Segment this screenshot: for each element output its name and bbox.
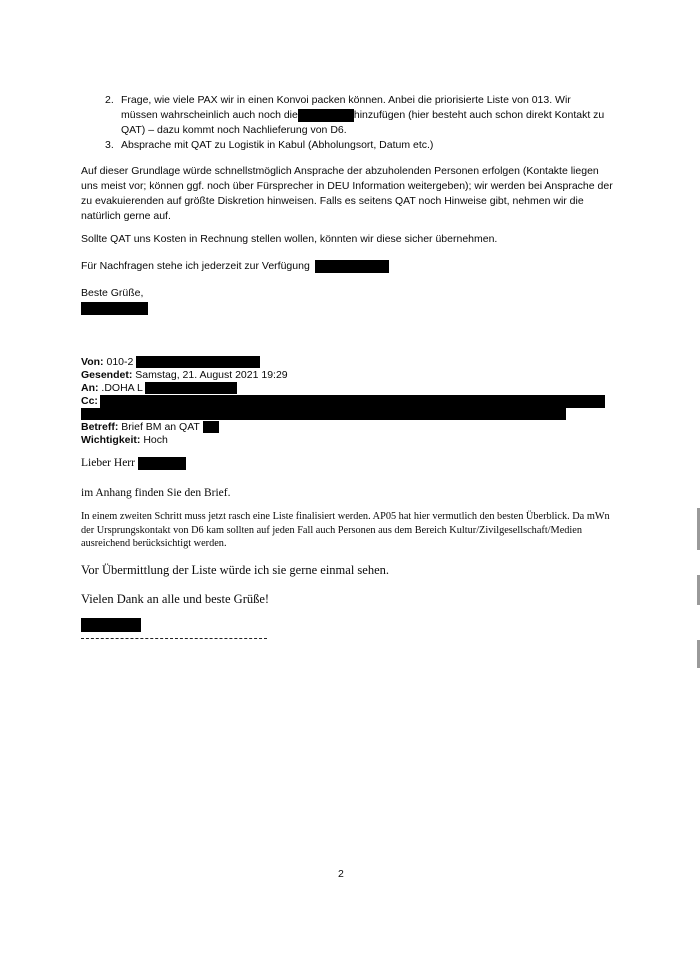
to-value: .DOHA L (101, 382, 143, 394)
header-importance (81, 434, 168, 446)
header-from (81, 356, 260, 368)
from-label: Von: (81, 356, 104, 368)
header-cc (81, 395, 98, 407)
numbered-list (105, 93, 610, 153)
list-item (105, 93, 610, 138)
subject-value: Brief BM an QAT (121, 421, 200, 433)
list-item (105, 138, 610, 153)
page-number: 2 (338, 868, 344, 880)
importance-value: Hoch (143, 434, 168, 446)
signature-divider (81, 638, 267, 639)
salutation-text: Lieber Herr (81, 457, 135, 469)
cc-label: Cc: (81, 395, 98, 407)
sent-value: Samstag, 21. August 2021 19:29 (135, 369, 288, 381)
cc-redaction (100, 395, 605, 408)
redaction-bar (136, 356, 260, 368)
body-paragraph: In einem zweiten Schritt muss jetzt rasch eine Liste finalisiert werden. AP05 hat hier vermutlich den besten Überblick. Da mWn der Ursprungskontakt von D6 kam sollten auf jeden Fall auch Personen aus dem Bereich Kultur/Zivilgesellschaft/Medien ausreichend berücksichtigt werden. (81, 511, 610, 549)
attachment-line: im Anhang finden Sie den Brief. (81, 487, 231, 499)
signature-redaction (81, 618, 141, 632)
subject-label: Betreff: (81, 421, 119, 433)
cc-redaction-line2 (81, 408, 566, 420)
from-value: 010-2 (106, 356, 134, 368)
redaction-bar (298, 109, 354, 122)
list-item-text: Frage, wie viele PAX wir in einen Konvoi packen können. Anbei die priorisierte Liste von 013. Wir müssen wahrscheinlich auch noch die (121, 94, 571, 121)
paragraph-questions (81, 259, 613, 274)
salutation (81, 456, 186, 471)
importance-label: Wichtigkeit: (81, 434, 141, 446)
redaction-bar (203, 421, 219, 433)
list-item-number: 3. (105, 139, 114, 151)
list-item-text-continued: hinzufügen (hier besteht auch schon direkt Kontakt zu QAT) – dazu kommt noch Nachlieferung von D6. (121, 109, 605, 136)
paragraph-costs: Sollte QAT uns Kosten in Rechnung stellen wollen, könnten wir diese sicher übernehmen. (81, 233, 498, 245)
list-item-number: 2. (105, 94, 114, 106)
questions-text: Für Nachfragen stehe ich jederzeit zur Verfügung (81, 260, 310, 272)
review-line: Vor Übermittlung der Liste würde ich sie gerne einmal sehen. (81, 563, 390, 577)
redaction-bar (145, 382, 237, 394)
header-to (81, 382, 237, 394)
header-subject (81, 421, 219, 433)
paragraph-basis: Auf dieser Grundlage würde schnellstmöglich Ansprache der abzuholenden Personen erfolgen (Kontakte liegen uns meist vor; können ggf. noch über Fürsprecher in DEU Information weitergeben); wir werden bei Ansprache der zu evakuierenden auf größte Diskretion hinweisen. Falls es seitens QAT noch Hinweise gibt, nehmen wir die natürlich gerne auf. (81, 165, 613, 222)
header-sent (81, 369, 288, 381)
sent-label: Gesendet: (81, 369, 133, 381)
redaction-bar (315, 260, 389, 273)
closing-greeting: Beste Grüße, (81, 287, 144, 299)
thanks-line: Vielen Dank an alle und beste Grüße! (81, 592, 270, 606)
list-item-text: Absprache mit QAT zu Logistik in Kabul (Abholungsort, Datum etc.) (121, 139, 434, 151)
signature-redaction (81, 302, 148, 315)
redaction-bar (138, 457, 186, 470)
to-label: An: (81, 382, 99, 394)
